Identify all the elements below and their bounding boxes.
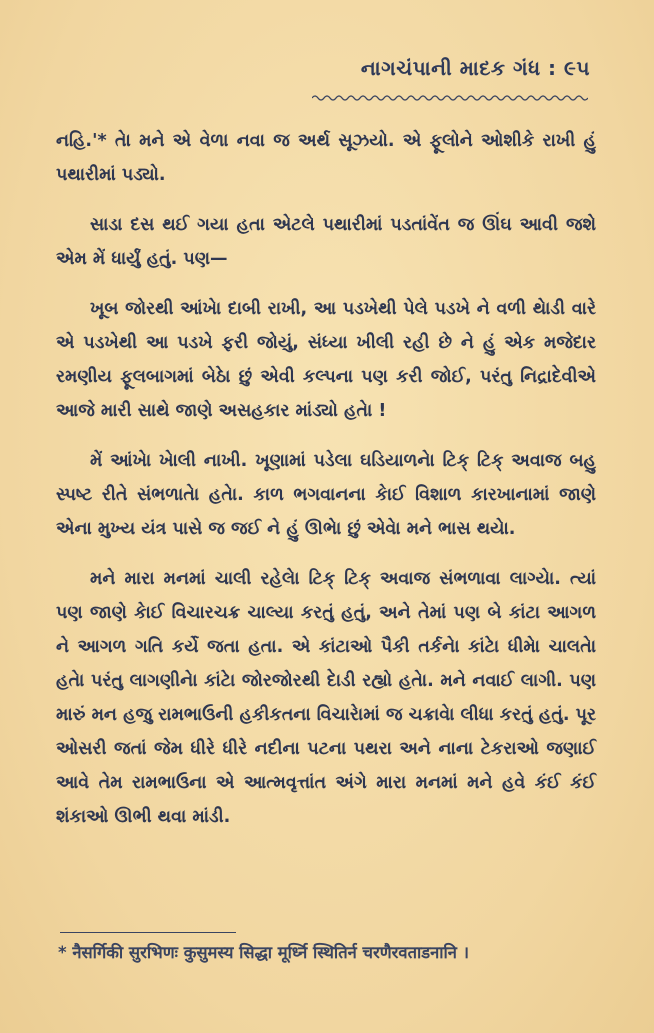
running-header: નાગચંપાની માદક ગંધ : ૯૫	[360, 56, 590, 80]
page-body	[56, 124, 596, 850]
paragraph-3: ખૂબ જોરથી આંખેા દાબી રાખી, આ પડખેથી પેલે પડખે ને વળી થેાડી વારે એ પડખેથી આ પડખે ફરી જોયું, સંધ્યા ખીલી રહી છે ને હું એક મજેદાર રમણીય ફૂલબાગમાં બેઠેા છું એવી કલ્પના પણ કરી જોઈ, પરંતુ નિદ્રાદેવીએ આજે મારી સાથે જાણે અસહકાર માંડ્યો હતેા !	[56, 299, 596, 421]
footnote: * नैसर्गिकी सुरभिणः कुसुमस्य सिद्धा मूर्ध्नि स्थितिर्न चरणैरवताडनानि ।	[58, 943, 469, 962]
header-wavy-underline	[312, 94, 588, 102]
paragraph-4: મેં આંખેા ખેાલી નાખી. ખૂણામાં પડેલા ઘડિયાળનેા ટિક્ ટિક્ અવાજ બહુ સ્પષ્ટ રીતે સંભળાતેા હતેા. કાળ ભગવાનના કેાઈ વિશાળ કારખાનામાં જાણે એના મુખ્ય યંત્ર પાસે જ જઈ ને હું ઊભેા છું એવેા મને ભાસ થયેા.	[56, 451, 596, 539]
paragraph-5: મને મારા મનમાં ચાલી રહેલેા ટિક્ ટિક્ અવાજ સંભળાવા લાગ્યેા. ત્યાં પણ જાણે કેાઈ વિચારચક્ર ચાલ્યા કરતું હતું, અને તેમાં પણ બે કાંટા આગળ ને આગળ ગતિ કર્યે જતા હતા. એ કાંટાઓ પૈકી તર્કનેા કાંટેા ધીમેા ચાલતેા હતેા પરંતુ લાગણીનેા કાંટેા જોરજોરથી દેાડી રહ્યો હતેા. મને નવાઈ લાગી. પણ મારું મન હજુ રામભાઉની હકીકતના વિચારેામાં જ ચક્રાવેા લીધા કરતું હતું. પૂર ઓસરી જતાં જેમ ધીરે ધીરે નદીના પટના પથરા અને નાના ટેકરાઓ જણાઈ આવે તેમ રામભાઉના એ આત્મવૃત્તાંત અંગે મારા મનમાં મને હવે કંઈ કંઈ શંકાઓ ઊભી થવા માંડી.	[56, 569, 596, 827]
paragraph-1: નહિ.'* તેા મને એ વેળા નવા જ અર્થ સૂઝયો. એ ફૂલોને ઓશીકે રાખી હું પથારીમાં પડ્યો.	[56, 131, 596, 185]
paragraph-2: સાડા દસ થઈ ગયા હતા એટલે પથારીમાં પડતાંવેંત જ ઊંઘ આવી જશે એમ મેં ધાર્યું હતું. પણ—	[56, 215, 596, 269]
footnote-divider	[60, 932, 236, 933]
